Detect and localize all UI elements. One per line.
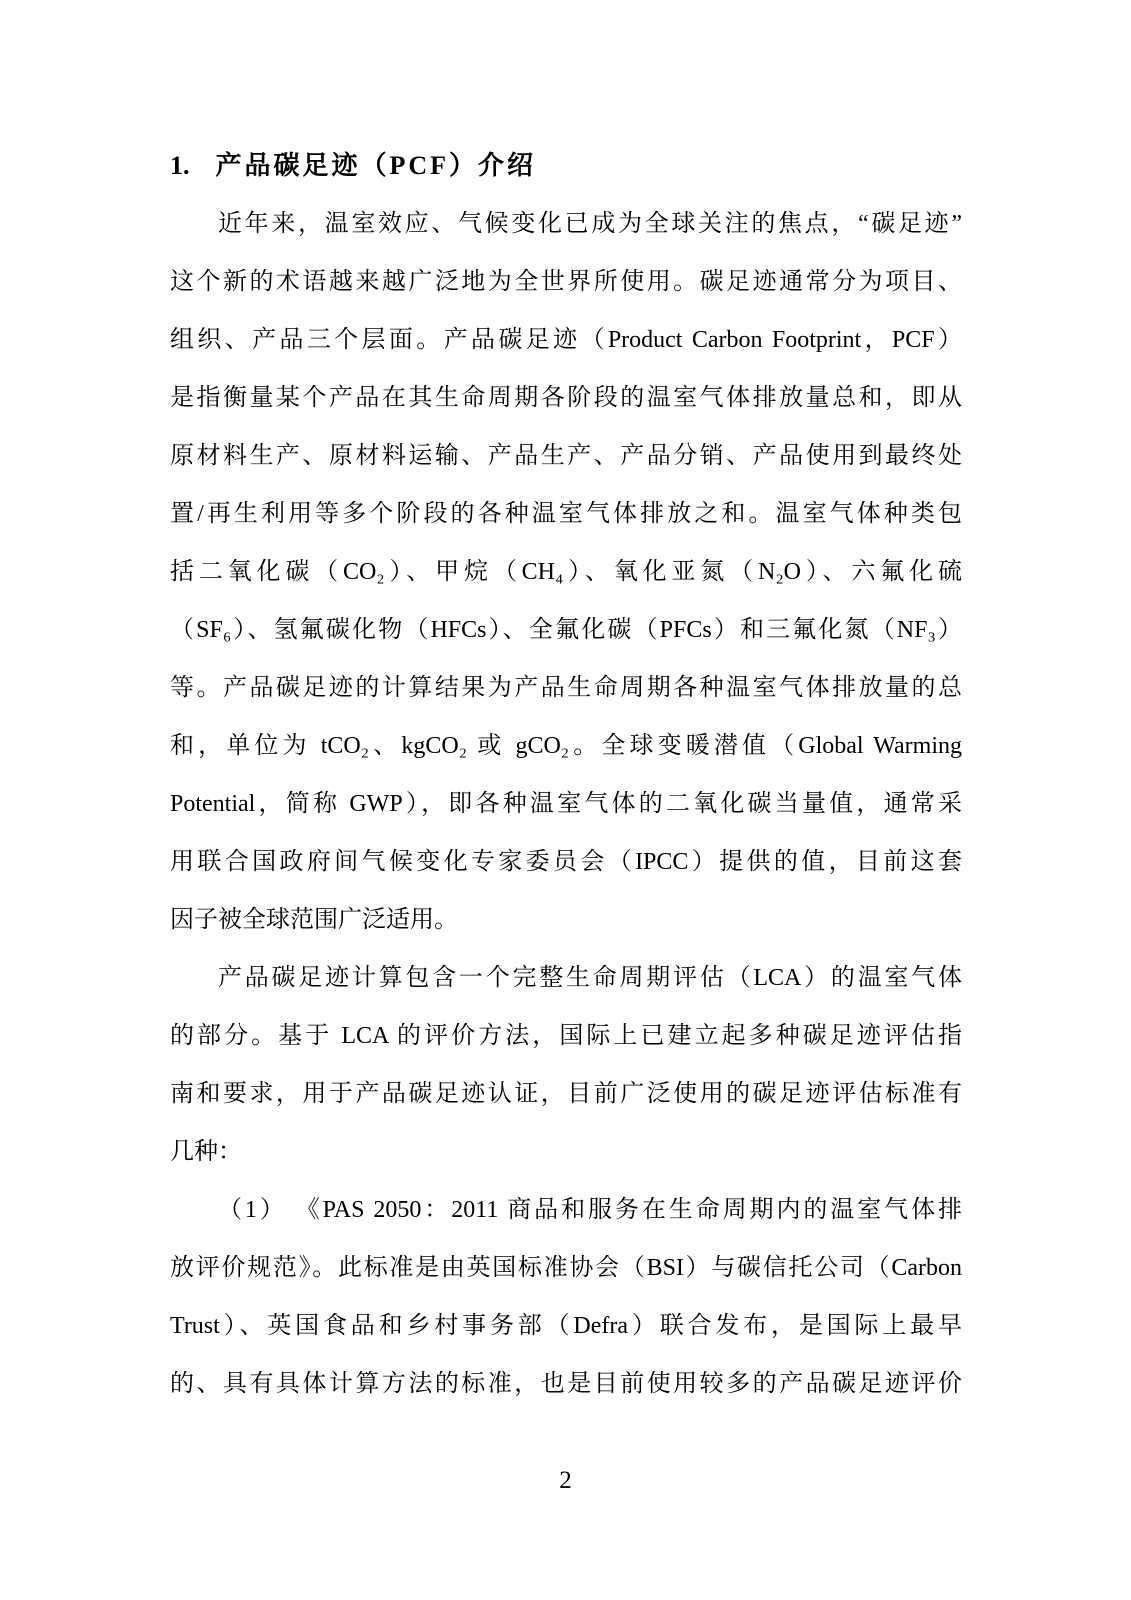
text-line: 置/再生利用等多个阶段的各种温室气体排放之和。温室气体种类包 <box>170 501 962 527</box>
text-line: Trust）、英国食品和乡村事务部（Defra）联合发布，是国际上最早 <box>170 1313 962 1339</box>
section-heading <box>170 137 962 195</box>
text-line: 用联合国政府间气候变化专家委员会（IPCC）提供的值，目前这套 <box>170 849 962 875</box>
text-line: 几种： <box>170 1139 242 1165</box>
text-line: 因子被全球范围广泛适用。 <box>170 907 458 933</box>
page-number: 2 <box>559 1467 572 1494</box>
text-line: （1） 《PAS 2050：2011 商品和服务在生命周期内的温室气体排 <box>218 1197 962 1223</box>
page-footer <box>0 1452 1131 1510</box>
text-line: 原材料生产、原材料运输、产品生产、产品分销、产品使用到最终处 <box>170 443 962 469</box>
paragraph <box>170 1181 962 1413</box>
text-line: 近年来，温室效应、气候变化已成为全球关注的焦点，“碳足迹” <box>218 211 962 237</box>
heading-title: 产品碳足迹（PCF）介绍 <box>215 151 537 180</box>
text-line: Potential，简称 GWP），即各种温室气体的二氧化碳当量值，通常采 <box>170 791 962 817</box>
text-line: 这个新的术语越来越广泛地为全世界所使用。碳足迹通常分为项目、 <box>170 269 962 295</box>
heading-number: 1. <box>170 151 190 180</box>
text-line: 是指衡量某个产品在其生命周期各阶段的温室气体排放量总和，即从 <box>170 385 962 411</box>
paragraph <box>170 949 962 1181</box>
document-content <box>170 137 962 1413</box>
paragraph <box>170 195 962 949</box>
text-line: 等。产品碳足迹的计算结果为产品生命周期各种温室气体排放量的总 <box>170 675 962 701</box>
text-line: 括二氧化碳（CO₂）、甲烷（CH₄）、氧化亚氮（N₂O）、六氟化硫 <box>170 559 962 585</box>
text-line: 产品碳足迹计算包含一个完整生命周期评估（LCA）的温室气体 <box>218 965 962 991</box>
text-line: 放评价规范》。此标准是由英国标准协会（BSI）与碳信托公司（Carbon <box>170 1255 962 1281</box>
text-line: 组织、产品三个层面。产品碳足迹（Product Carbon Footprint，PCF） <box>170 327 962 353</box>
text-line: （SF₆）、氢氟碳化物（HFCs）、全氟化碳（PFCs）和三氟化氮（NF₃） <box>170 617 962 643</box>
text-line: 的、具有具体计算方法的标准，也是目前使用较多的产品碳足迹评价 <box>170 1371 962 1397</box>
paragraphs <box>170 195 962 1413</box>
text-line: 南和要求，用于产品碳足迹认证，目前广泛使用的碳足迹评估标准有 <box>170 1081 962 1107</box>
text-line: 的部分。基于 LCA 的评价方法，国际上已建立起多种碳足迹评估指 <box>170 1023 962 1049</box>
text-line: 和，单位为 tCO₂、kgCO₂ 或 gCO₂。全球变暖潜值（Global Warming <box>170 733 962 759</box>
